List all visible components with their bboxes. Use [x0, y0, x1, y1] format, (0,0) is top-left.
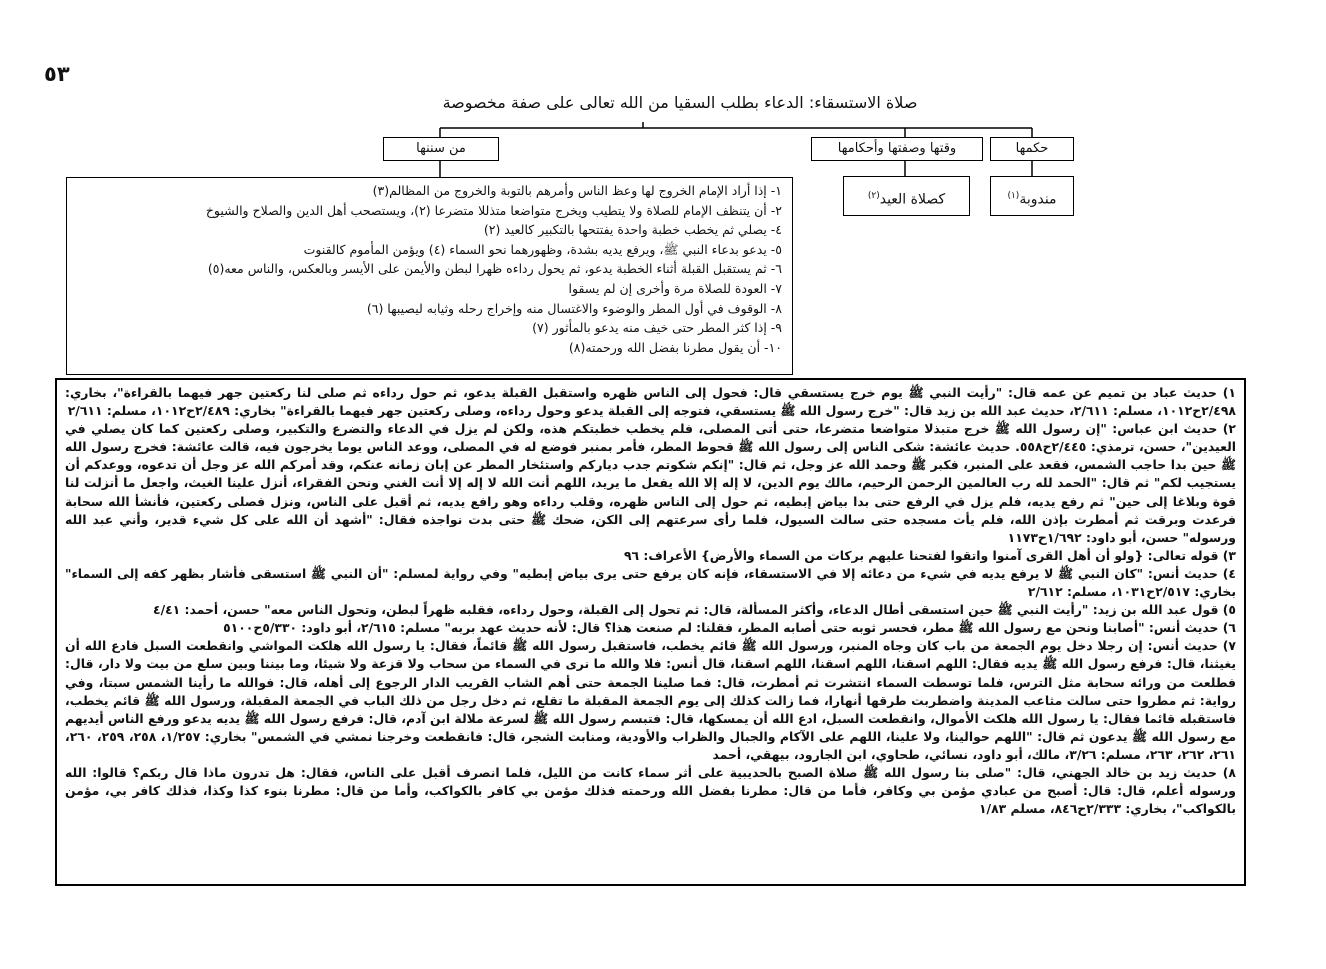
hadith-note: ٤) حديث أنس: "كان النبي ﷺ لا يرفع يديه في شيء من دعائه إلا في الاستسقاء، فإنه كان يرفع حتى يرى بياض إبطيه" وفي رواية لمسلم: "أن النبي ﷺ استسقى فأشار بظهر كفه إلى السماء" بخاري: ٢/٥١٧ح١٠٣١، مسلم: ٢/٦١٢: [65, 565, 1236, 600]
hadith-note: ٧) حديث أنس: إن رجلا دخل يوم الجمعة من باب كان وجاه المنبر، ورسول الله ﷺ قائم يخطب، فاستقبل رسول الله ﷺ قائماً، فقال: يا رسول الله هلكت المواشي وانقطعت السبل فادع الله أن يغيثنا، قال: فرفع رسول الله ﷺ يديه فقال: اللهم اسقنا، اللهم اسقنا، اللهم اسقنا، قال أنس: فلا والله ما نرى في السماء من سحاب ولا قزعة ولا شيئا، وما بيننا وبين سلع من بيت ولا دار، قال: فطلعت من ورائه سحابة مثل الترس، فلما توسطت السماء انتشرت ثم أمطرت، قال: فما صلينا الجمعة حتى أهم الشاب القريب الدار الرجوع إلى أهله، قال: فوالله ما رأينا الشمس سبتا، وفي رواية: ثم مطروا حتى سالت مثاعب المدينة واضطربت طرقها أنهارا، فما زالت كذلك إلى يوم الجمعة المقبلة ما تقلع، ثم دخل رجل من ذلك الباب في الجمعة المقبلة، ورسول الله ﷺ قائم يخطب، فاستقبله قائما فقال: يا رسول الله هلكت الأموال، وانقطعت السبل، ادع الله أن يمسكها، قال: فتبسم رسول الله ﷺ لسرعة ملالة ابن آدم، قال: فرفع رسول الله ﷺ يديه يدعو ورفع الناس أيديهم مع رسول الله ﷺ يدعون ثم قال: "اللهم حوالينا، ولا علينا، اللهم على الآكام والجبال والظراب والأودية، ومنابت الشجر، قال: فانقطعت وخرجنا نمشي في الشمس" بخاري: ١/٢٥٧، ٢٥٨، ٢٥٩، ٢٦٠، ٢٦١، ٢٦٢، ٢٦٣، مسلم: ٣/٢٦، مالك، أبو داود، نسائي، طحاوي، ابن الجارود، بيهقي، أحمد: [65, 638, 1236, 762]
sunan-list: [66, 177, 793, 375]
page-number: ٥٣: [44, 62, 70, 86]
sunan-item: ٤- يصلي ثم يخطب خطبة واحدة يفتتحها بالتكبير كالعيد (٢): [483, 222, 782, 238]
eid-box: [843, 176, 970, 216]
hadith-note: ٦) حديث أنس: "أصابنا ونحن مع رسول الله ﷺ مطر، فحسر ثوبه حتى أصابه المطر، فقلنا: لم صنعت هذا؟ قال: لأنه حديث عهد بربه" مسلم: ٢/٦١٥، أبو داود: ٥/٣٣٠ح٥١٠٠: [223, 620, 1236, 636]
mandub-box: [990, 176, 1074, 216]
eid-label: كصلاة العيد: [879, 191, 946, 208]
hadith-footnotes: [55, 378, 1246, 886]
mandub-ref: (١): [1007, 191, 1020, 201]
sunan-item: ٩- إذا كثر المطر حتى خيف منه يدعو بالمأثور (٧): [532, 320, 782, 336]
hadith-note: ١) حديث عباد بن تميم عن عمه قال: "رأيت النبي ﷺ يوم خرج يستسقي قال: فحول إلى الناس ظهره واستقبل القبلة يدعو، ثم حول رداءه ثم صلى لنا ركعتين جهر فيهما بالقراءة"، بخاري: ٢/٤٩٨ح١٠١٢، مسلم: ٢/٦١١، حديث عبد الله بن زيد قال: "خرج رسول الله ﷺ يستسقي، فتوجه إلى القبلة يدعو وحول رداءه، وصلى ركعتين جهر فيهما بالقراءة" بخاري: ٢/٤٨٩ح١٠١٢، مسلم: ٢/٦١١: [65, 385, 1236, 419]
page-title: صلاة الاستسقاء: الدعاء بطلب السقيا من الله تعالى على صفة مخصوصة: [442, 93, 918, 112]
hadith-note: ٨) حديث زيد بن خالد الجهني، قال: "صلى بنا رسول الله ﷺ صلاة الصبح بالحديبية على أثر سماء كانت من الليل، فلما انصرف أقبل على الناس، فقال: هل تدرون ماذا قال ربكم؟ قالوا: الله ورسوله أعلم، قال: قال: أصبح من عبادي مؤمن بي وكافر، فأما من قال: مطرنا بفضل الله ورحمته فذلك مؤمن بي كافر بالكواكب، وأما من قال: مطرنا بنوء كذا وكذا، فذلك كافر بي، مؤمن بالكواكب"، بخاري: ٢/٣٣٣ح٨٤٦، مسلم ١/٨٣: [65, 764, 1236, 817]
sunan-item: ٨- الوقوف في أول المطر والوضوء والاغتسال منه وإخراج رحله وثيابه ليصيبها (٦): [366, 300, 782, 316]
sunan-item: ٢- أن يتنظف الإمام للصلاة ولا يتطيب ويخرج متواضعا متذللا متضرعا (٢)، ويستصحب أهل الدين والصلاح والشيوخ: [205, 202, 782, 218]
eid-ref: (٢): [867, 191, 880, 201]
mandub-label: مندوبة: [1019, 191, 1057, 208]
sunan-item: ٥- يدعو بدعاء النبي ﷺ، ويرفع يديه بشدة، وظهورهما نحو السماء (٤) ويؤمن المأموم كالقنوت: [303, 241, 782, 257]
timing-header: وقتها وصفتها وأحكامها: [811, 137, 983, 161]
ruling-header: حكمها: [990, 137, 1074, 161]
sunan-item: ٧- العودة للصلاة مرة وأخرى إن لم يسقوا: [568, 280, 782, 296]
hadith-note: ٢) حديث ابن عباس: "إن رسول الله ﷺ خرج متبذلا متواضعا متضرعا، حتى أتى المصلى، فلم يخطب خطبتكم هذه، ولكن لم يزل في الدعاء والتضرع والتكبير، وصلى ركعتين كما كان يصلي في العيدين"، حسن، ترمذي: ٢/٤٤٥ح٥٥٨. حديث عائشة: شكى الناس إلى رسول الله ﷺ قحوط المطر، فأمر بمنبر فوضع له في المصلى، ووعد الناس يوما يخرجون فيه، قالت عائشة: فخرج رسول الله ﷺ حين بدا حاجب الشمس، فقعد على المنبر، فكبر ﷺ وحمد الله عز وجل، ثم قال: "إنكم شكوتم جدب دياركم واستئخار المطر عن إبان زمانه عنكم، وقد أمركم الله عز وجل أن تدعوه، ووعدكم أن يستجيب لكم" ثم قال: "الحمد لله رب العالمين الرحمن الرحيم، مالك يوم الدين، لا إله إلا الله يفعل ما يريد، اللهم أنت الله لا إله إلا أنت الغني ونحن الفقراء، أنزل علينا الغيث، واجعل ما أنزلت لنا قوة وبلاغا إلى حين" ثم رفع يديه، فلم يزل في الرفع حتى بدا بياض إبطيه، ثم حول إلى الناس ظهره، وقلب رداءه وهو رافع يديه، ثم أقبل على الناس، ونزل فصلى ركعتين، فأنشأ الله سحابة فرعدت وبرقت ثم أمطرت بإذن الله، فلم يأت مسجده حتى سالت السيول، فلما رأى سرعتهم إلى الكن، ضحك ﷺ حتى بدت نواجذه فقال: "أشهد أن الله على كل شيء قدير، وأني عبد الله ورسوله" حسن، أبو داود: ١/٦٩٢ح١١٧٣: [65, 421, 1236, 545]
sunan-item: ١٠- أن يقول مطرنا بفضل الله ورحمته(٨): [568, 339, 782, 355]
hadith-note: ٥) قول عبد الله بن زيد: "رأيت النبي ﷺ حين استسقى أطال الدعاء، وأكثر المسألة، قال: ثم تحول إلى القبلة، وحول رداءه، فقلبه ظهراً لبطن، وتحول الناس معه" حسن، أحمد: ٤/٤١: [153, 602, 1236, 618]
sunan-item: ٦- ثم يستقبل القبلة أثناء الخطبة يدعو، ثم يحول رداءه ظهرا لبطن والأيمن على الأيسر وبالعكس، والناس معه(٥): [207, 261, 782, 277]
hadith-note: ٣) قوله تعالى: {ولو أن أهل القرى آمنوا واتقوا لفتحنا عليهم بركات من السماء والأرض} الأعراف: ٩٦: [623, 547, 1236, 563]
sunan-header: من سننها: [383, 137, 499, 161]
sunan-item: ١- إذا أراد الإمام الخروج لها وعظ الناس وأمرهم بالتوبة والخروج من المظالم(٣): [372, 183, 782, 198]
